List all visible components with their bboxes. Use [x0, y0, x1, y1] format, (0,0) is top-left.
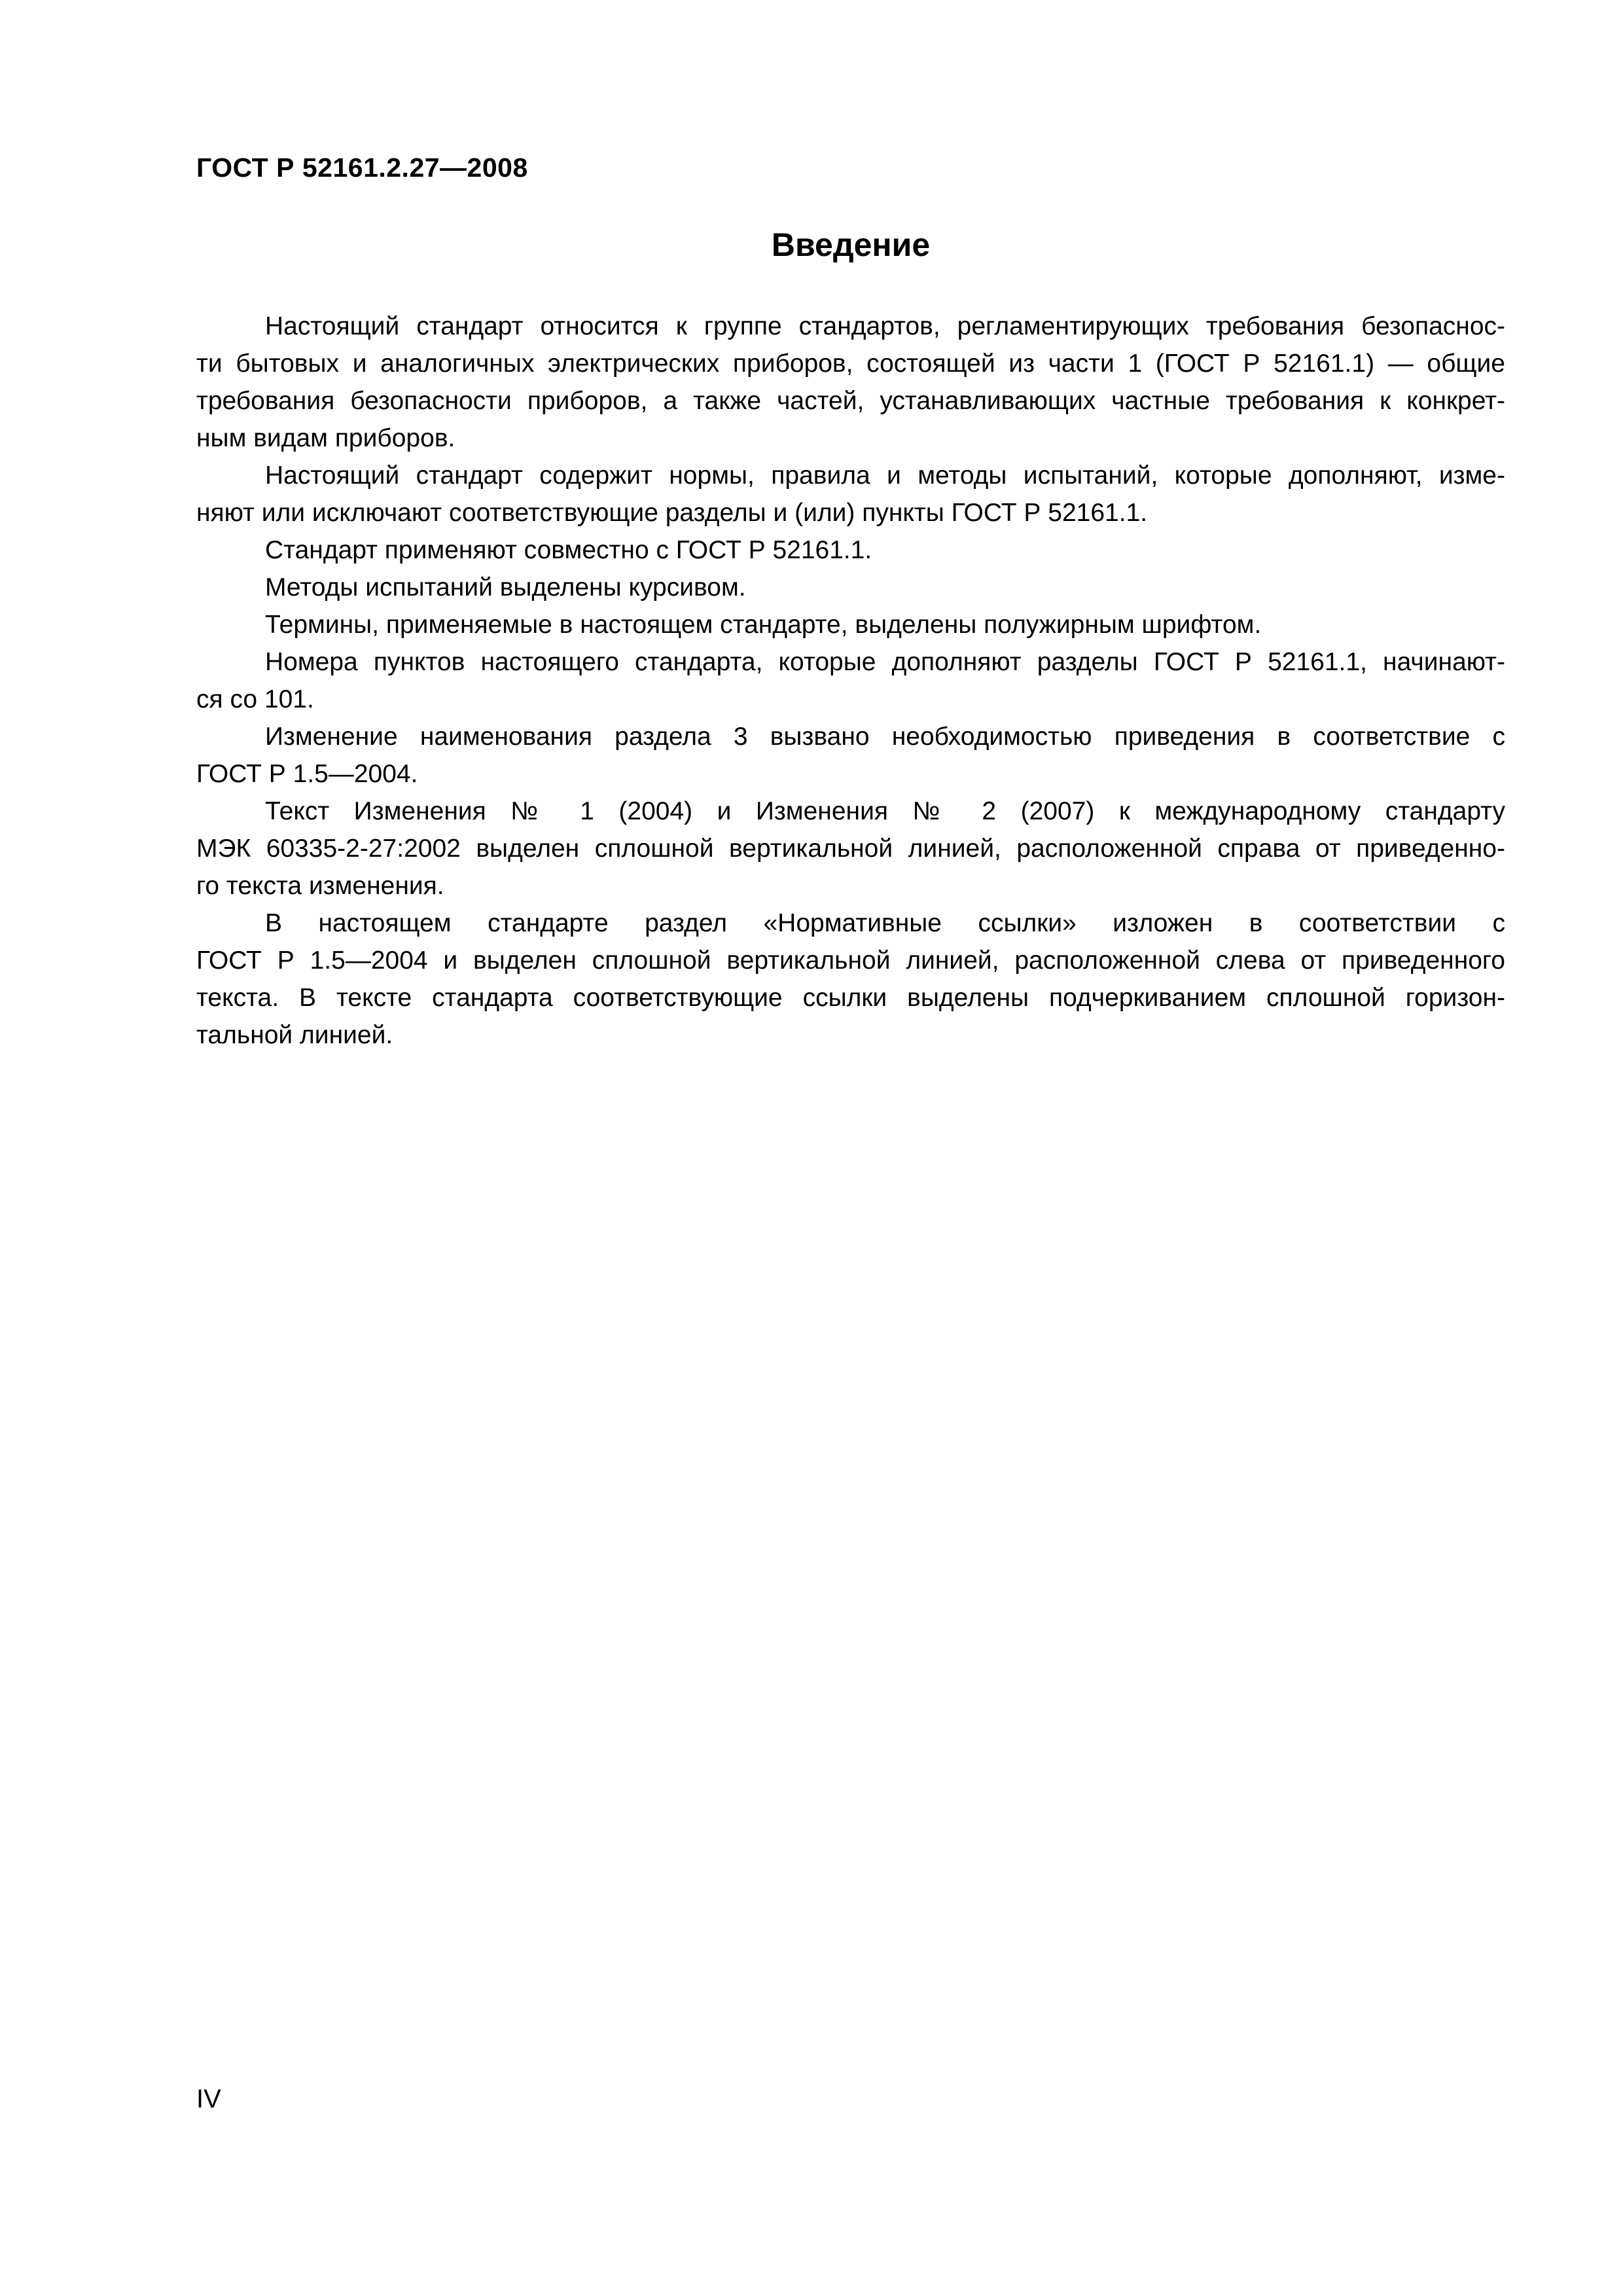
paragraph	[196, 457, 1505, 531]
paragraph-line: ным видам приборов.	[196, 424, 455, 452]
paragraph	[196, 905, 1505, 1054]
paragraph-line: Настоящий стандарт относится к группе стандартов, регламентирующих требования безопаснос-	[265, 312, 1505, 340]
paragraph-line: Номера пунктов настоящего стандарта, которые дополняют разделы ГОСТ Р 52161.1, начинают-	[265, 648, 1505, 676]
paragraph	[196, 531, 1505, 569]
paragraph-line: ти бытовых и аналогичных электрических приборов, состоящей из части 1 (ГОСТ Р 52161.1) — общие	[196, 350, 1505, 378]
introduction-text	[196, 308, 1505, 1054]
paragraph-line: го текста изменения.	[196, 872, 444, 900]
paragraph-line: Изменение наименования раздела 3 вызвано необходимостью приведения в соответствие с	[265, 723, 1505, 751]
paragraph-line: ГОСТ Р 1.5—2004.	[196, 760, 418, 788]
page-title: Введение	[771, 226, 931, 263]
paragraph-line: Термины, применяемые в настоящем стандарте, выделены полужирным шрифтом.	[265, 611, 1262, 639]
paragraph-line: Стандарт применяют совместно с ГОСТ Р 52161.1.	[265, 536, 872, 564]
paragraph	[196, 643, 1505, 718]
paragraph-line: Методы испытаний выделены курсивом.	[265, 573, 746, 601]
paragraph-line: требования безопасности приборов, а также частей, устанавливающих частные требования к конкрет-	[196, 387, 1505, 415]
paragraph-line: няют или исключают соответствующие разделы и (или) пункты ГОСТ Р 52161.1.	[196, 499, 1148, 527]
standard-number: ГОСТ Р 52161.2.27—2008	[196, 152, 528, 183]
paragraph	[196, 308, 1505, 457]
paragraph-line: Текст Изменения № 1 (2004) и Изменения № 2 (2007) к международному стандарту	[265, 797, 1505, 825]
paragraph-line: Настоящий стандарт содержит нормы, правила и методы испытаний, которые дополняют, изме-	[265, 461, 1505, 490]
paragraph-line: тальной линией.	[196, 1021, 393, 1049]
document-header	[196, 152, 528, 183]
paragraph-line: МЭК 60335-2-27:2002 выделен сплошной вертикальной линией, расположенной справа от приведенно-	[196, 834, 1505, 863]
page-footer	[196, 2085, 221, 2114]
page-number: IV	[196, 2085, 221, 2113]
paragraph	[196, 793, 1505, 905]
paragraph	[196, 606, 1505, 643]
paragraph-line: ся со 101.	[196, 685, 314, 713]
paragraph	[196, 718, 1505, 793]
paragraph-line: В настоящем стандарте раздел «Нормативные ссылки» изложен в соответствии с	[265, 909, 1505, 937]
paragraph	[196, 569, 1505, 606]
paragraph-line: текста. В тексте стандарта соответствующие ссылки выделены подчеркиванием сплошной горизон-	[196, 984, 1505, 1012]
paragraph-line: ГОСТ Р 1.5—2004 и выделен сплошной вертикальной линией, расположенной слева от приведенного	[196, 946, 1505, 975]
